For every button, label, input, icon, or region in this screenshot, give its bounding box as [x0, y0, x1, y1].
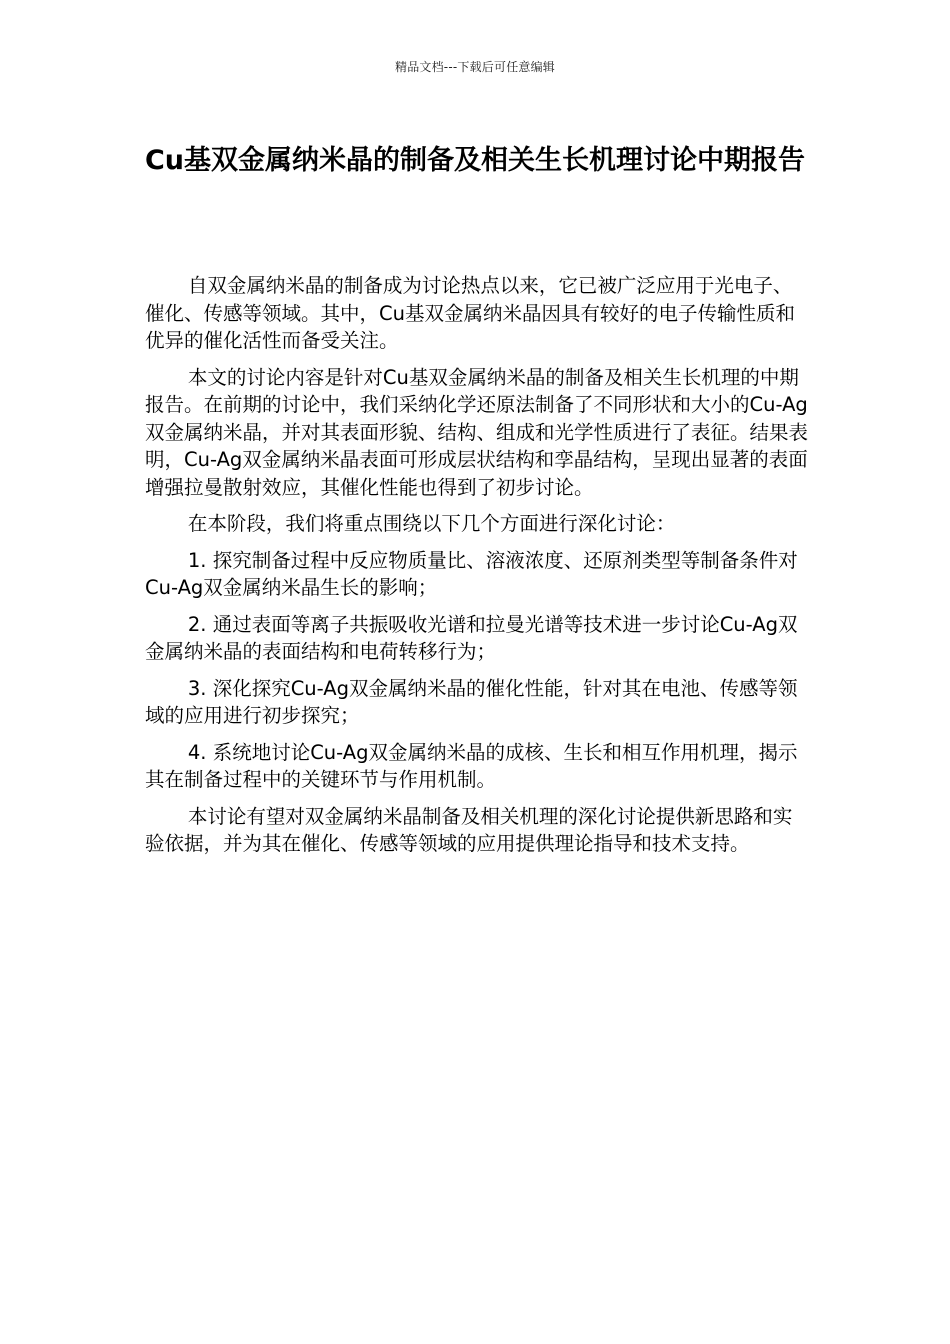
paragraph-plan-intro: 在本阶段，我们将重点围绕以下几个方面进行深化讨论： [187, 512, 676, 535]
page-header: 精品文档---下载后可任意编辑 [395, 60, 555, 74]
paragraph-intro: 自双金属纳米晶的制备成为讨论热点以来，它已被广泛应用于光电子、催化、传感等领域。其中，Cu基双金属纳米晶因具有较好的电子传输性质和优异的催化活性而备受关注。 [145, 274, 795, 352]
document-body [145, 272, 810, 867]
list-item-4: 4. 系统地讨论Cu-Ag双金属纳米晶的成核、生长和相互作用机理，揭示其在制备过程中的关键环节与作用机制。 [145, 740, 798, 791]
list-item-3: 3. 深化探究Cu-Ag双金属纳米晶的催化性能，针对其在电池、传感等领域的应用进行初步探究； [145, 676, 798, 727]
list-item-1: 1. 探究制备过程中反应物质量比、溶液浓度、还原剂类型等制备条件对Cu-Ag双金属纳米晶生长的影响； [145, 548, 798, 599]
document-title: Cu基双金属纳米晶的制备及相关生长机理讨论中期报告 [144, 145, 806, 176]
paragraph-conclusion: 本讨论有望对双金属纳米晶制备及相关机理的深化讨论提供新思路和实验依据，并为其在催化、传感等领域的应用提供理论指导和技术支持。 [145, 804, 793, 855]
paragraph-progress: 本文的讨论内容是针对Cu基双金属纳米晶的制备及相关生长机理的中期报告。在前期的讨论中，我们采纳化学还原法制备了不同形状和大小的Cu-Ag双金属纳米晶，并对其表面形貌、结构、组成和光学性质进行了表征。结果表明，Cu-Ag双金属纳米晶表面可形成层状结构和孪晶结构，呈现出显著的表面增强拉曼散射效应，其催化性能也得到了初步讨论。 [145, 365, 809, 499]
list-item-2: 2. 通过表面等离子共振吸收光谱和拉曼光谱等技术进一步讨论Cu-Ag双金属纳米晶的表面结构和电荷转移行为； [145, 612, 798, 663]
